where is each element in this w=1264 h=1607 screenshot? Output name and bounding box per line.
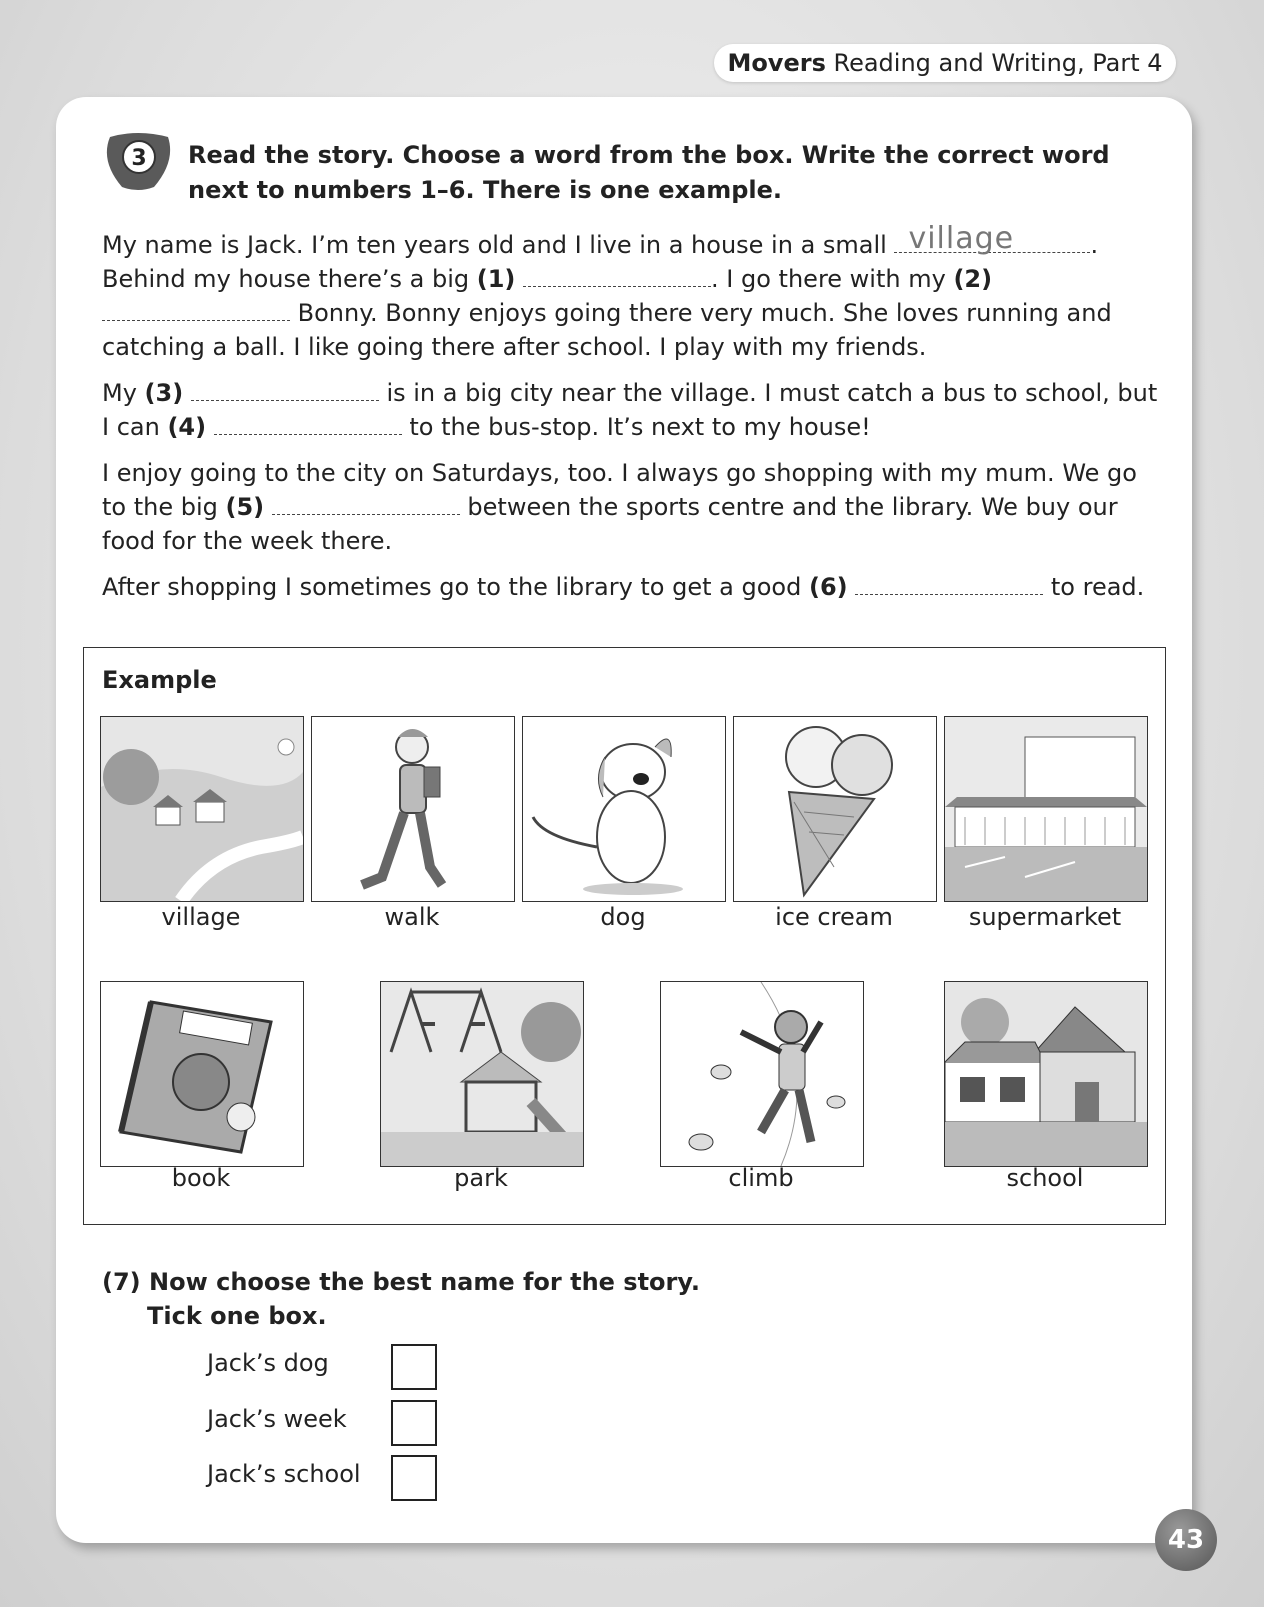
page-number: 43	[1155, 1509, 1217, 1571]
word-caption: climb	[728, 1164, 794, 1192]
blank-number: (6)	[808, 573, 848, 601]
story-paragraph	[102, 376, 1162, 444]
story-text-span: to the bus-stop. It’s next to my house!	[401, 413, 871, 441]
blank-number: (5)	[225, 493, 265, 521]
word-caption: walk	[384, 903, 440, 931]
header-section: Reading and Writing, Part 4	[825, 49, 1163, 77]
village-illustration	[100, 716, 304, 902]
word-caption: book	[171, 1164, 231, 1192]
header-pill	[714, 44, 1176, 82]
story-paragraph	[102, 456, 1162, 558]
example-label: Example	[102, 666, 217, 694]
park-illustration	[380, 981, 584, 1167]
exercise-number-badge	[102, 131, 174, 191]
story-text-span: After shopping I sometimes go to the library to get a good	[102, 573, 809, 601]
book-illustration	[100, 981, 304, 1167]
blank-number: (2)	[953, 265, 993, 293]
story-text-span: . I go there with my	[711, 265, 954, 293]
blank-number: (3)	[144, 379, 184, 407]
word-caption: park	[454, 1164, 508, 1192]
answer-blank-6[interactable]	[855, 572, 1043, 595]
answer-blank-example	[894, 221, 1090, 256]
dog-illustration	[522, 716, 726, 902]
blank-number: (1)	[476, 265, 516, 293]
question-7-subprompt: Tick one box.	[147, 1302, 327, 1330]
story-text-span: between the sports centre and the library. We buy our food for the week there.	[102, 493, 1118, 555]
tick-box-jacks-dog[interactable]	[391, 1344, 437, 1390]
word-caption: school	[1006, 1164, 1084, 1192]
answer-blank-5[interactable]	[272, 492, 460, 515]
school-illustration	[944, 981, 1148, 1167]
question-7-prompt: (7) Now choose the best name for the story.	[102, 1268, 700, 1296]
word-caption: village	[161, 903, 241, 931]
title-option-label: Jack’s week	[207, 1405, 347, 1433]
tick-box-jacks-week[interactable]	[391, 1400, 437, 1446]
title-option-label: Jack’s school	[207, 1460, 361, 1488]
story-paragraph	[102, 570, 1162, 604]
answer-blank-4[interactable]	[214, 412, 402, 435]
story-text-span: I enjoy going to the city on Saturdays, too. I always go shopping with my mum. We go to the big	[102, 459, 1137, 521]
story-text-span: My name is Jack. I’m ten years old and I live in a house in a small	[102, 231, 895, 259]
instruction-text: Read the story. Choose a word from the box. Write the correct word next to numbers 1–6. There is one example.	[188, 141, 1110, 204]
walk-illustration	[311, 716, 515, 902]
climb-illustration	[660, 981, 864, 1167]
story-paragraph	[102, 221, 1162, 364]
story-text-span: My	[102, 379, 145, 407]
word-caption: supermarket	[968, 903, 1122, 931]
story-text-span: Bonny. Bonny enjoys going there very much. She loves running and catching a ball. I like going there after school. I play with my friends.	[102, 299, 1112, 361]
blank-number: (4)	[167, 413, 207, 441]
word-caption: dog	[600, 903, 646, 931]
story-text-span: is in a big city near the village. I must catch a bus to school, but I can	[102, 379, 1158, 441]
example-answer: village	[908, 221, 1015, 256]
story-text-span: . Behind my house there’s a big	[102, 231, 1099, 293]
story-text-span: to read.	[1043, 573, 1145, 601]
answer-blank-3[interactable]	[191, 378, 379, 401]
exercise-number: 3	[131, 146, 147, 171]
tick-box-jacks-school[interactable]	[391, 1455, 437, 1501]
title-option-label: Jack’s dog	[207, 1349, 329, 1377]
story-text	[102, 221, 1162, 616]
answer-blank-2[interactable]	[102, 298, 290, 321]
answer-blank-1[interactable]	[523, 264, 711, 287]
supermarket-illustration	[944, 716, 1148, 902]
header-level: Movers	[727, 49, 826, 77]
question-7	[102, 1265, 700, 1333]
ice-cream-illustration	[733, 716, 937, 902]
word-caption: ice cream	[775, 903, 893, 931]
